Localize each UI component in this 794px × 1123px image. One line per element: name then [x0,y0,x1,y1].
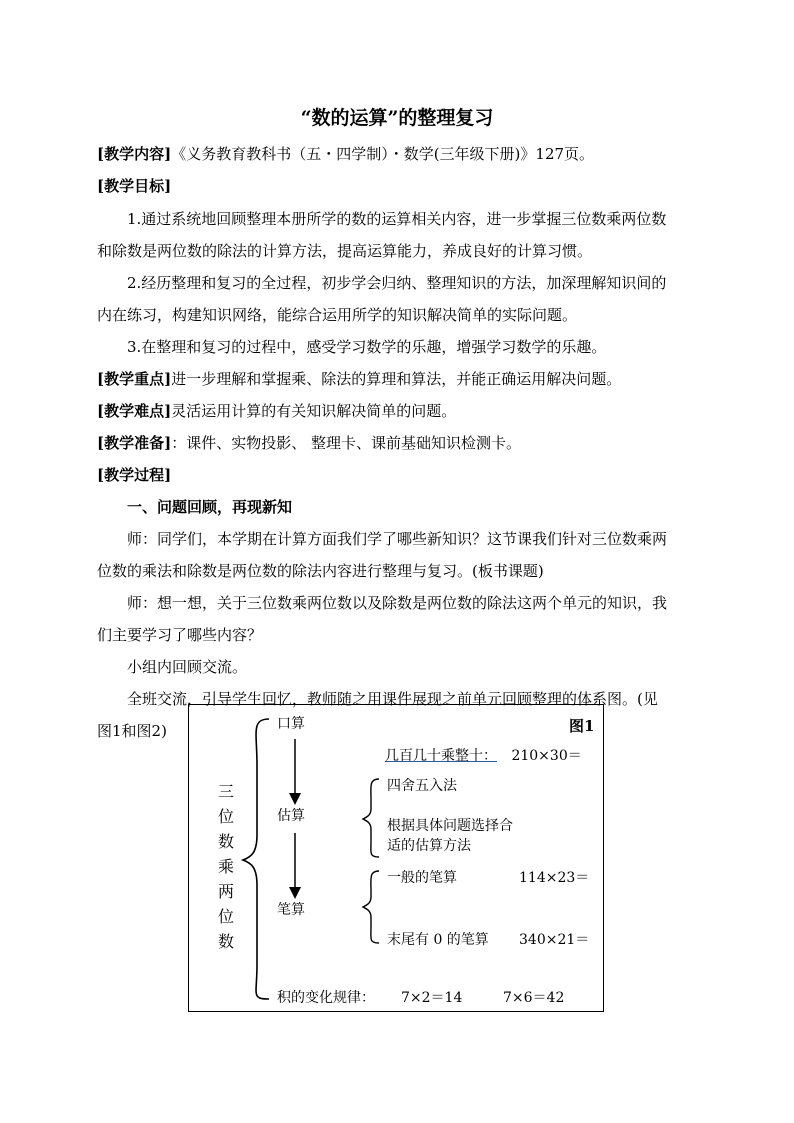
section-1-heading: 一、问题回顾，再现新知 [127,498,293,516]
goal-1-line-2: 和除数是两位数的除法的计算方法，提高运算能力，养成良好的计算习惯。 [97,242,593,260]
teaching-goals-heading: [教学目标] [97,177,172,195]
oral-calc-label: 口算 [277,716,305,732]
teaching-difficulty-text: 灵活运用计算的有关知识解决简单的问题。 [171,402,457,420]
goal-2-line-2: 内在练习，构建知识网络，能综合运用所学的知识解决简单的实际问题。 [97,306,578,324]
teaching-content-text: 《义务教育教科书（五・四学制）・数学(三年级下册)》127页。 [171,145,595,163]
teaching-prep [97,433,707,453]
teaching-difficulty [97,401,707,421]
written-brace [363,871,379,943]
vertical-char: 两 [217,882,234,901]
teaching-content [97,144,707,164]
estimate-item-choose-l2: 适的估算方法 [387,838,471,854]
product-rule-example-2: 7×6＝42 [503,990,565,1006]
oral-calc-example: 210×30＝ [511,748,582,764]
vertical-char: 位 [217,907,234,926]
main-brace [243,719,269,999]
product-rule-example-1: 7×2＝14 [401,990,463,1006]
figure-1-diagram [188,704,604,1012]
estimate-item-rounding: 四舍五入法 [387,778,457,794]
written-item-general: 一般的笔算 [387,870,457,886]
goal-2-line-1: 2.经历整理和复习的全过程，初步学会归纳、整理知识的方法，加深理解知识间的 [127,274,667,292]
written-example-1: 114×23＝ [519,870,590,886]
teaching-prep-text: ：课件、实物投影、 整理卡、课前基础知识检测卡。 [171,434,521,452]
paragraph-1-line-1: 师：同学们，本学期在计算方面我们学了哪些新知识？这节课我们针对三位数乘两 [127,530,668,548]
vertical-char: 乘 [217,857,234,876]
diagram-vertical-title [215,779,237,954]
paragraph-3: 小组内回顾交流。 [127,658,248,676]
teaching-prep-label: [教学准备] [97,434,172,452]
paragraph-2-line-1: 师：想一想，关于三位数乘两位数以及除数是两位数的除法这两个单元的知识，我 [127,594,668,612]
teaching-focus-label: [教学重点] [97,370,172,388]
teaching-difficulty-label: [教学难点] [97,402,172,420]
written-calc-label: 笔算 [277,902,305,918]
vertical-char: 位 [217,807,234,826]
figure-label: 图1 [569,717,595,735]
paragraph-4-line-2: 图1和图2) [97,722,167,740]
estimate-brace [363,779,379,857]
teaching-content-label: [教学内容] [97,145,172,163]
paragraph-1-line-2: 位数的乘法和除数是两位数的除法内容进行整理与复习。(板书课题) [97,562,544,580]
teaching-focus-text: 进一步理解和掌握乘、除法的算理和算法，并能正确运用解决问题。 [171,370,622,388]
page-title: “数的运算”的整理复习 [300,107,494,129]
teaching-focus [97,369,707,389]
goal-1-line-1: 1.通过系统地回顾整理本册所学的数的运算相关内容，进一步掌握三位数乘两位数 [127,210,667,228]
vertical-char: 数 [217,832,234,851]
product-rule-label: 积的变化规律： [277,990,375,1006]
vertical-char: 三 [217,782,234,801]
vertical-char: 数 [217,932,234,951]
estimate-item-choose-l1: 根据具体问题选择合 [387,818,513,834]
oral-calc-item [385,747,582,765]
estimate-label: 估算 [277,808,305,824]
written-item-trailing-zero: 末尾有 0 的笔算 [387,932,489,948]
paragraph-4-line-1: 全班交流，引导学生回忆，教师随之用课件展现之前单元回顾整理的体系图。(见 [127,690,658,708]
paragraph-2-line-2: 们主要学习了哪些内容？ [97,626,263,644]
teaching-process-heading: [教学过程] [97,466,172,484]
written-example-2: 340×21＝ [519,932,590,948]
oral-calc-item-text: 几百几十乘整十： [385,748,497,764]
goal-3: 3.在整理和复习的过程中，感受学习数学的乐趣，增强学习数学的乐趣。 [127,338,607,356]
